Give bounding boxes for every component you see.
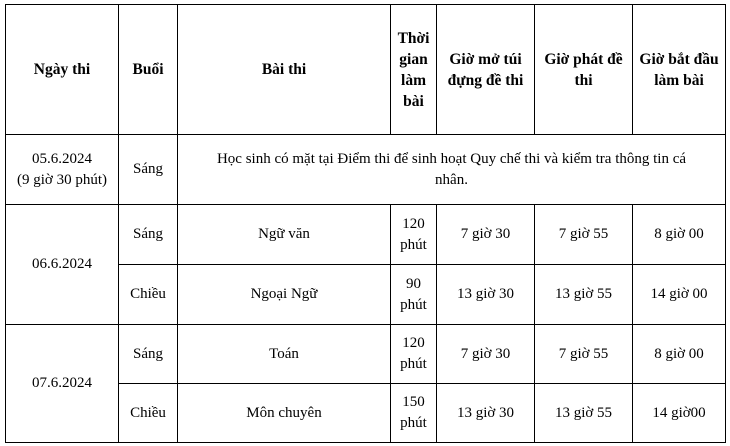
date-time-note: (9 giờ 30 phút) <box>16 171 107 188</box>
date-cell: 06.6.2024 <box>6 205 119 325</box>
start-time-cell: 14 giờ 00 <box>633 265 726 325</box>
subject-cell: Ngữ văn <box>178 205 391 265</box>
duration-cell: 90 phút <box>391 265 437 325</box>
distribute-time-cell: 13 giờ 55 <box>535 265 633 325</box>
date-value: 05.6.2024 <box>32 150 92 167</box>
session-cell: Chiều <box>119 265 178 325</box>
distribute-time-cell: 13 giờ 55 <box>535 384 633 443</box>
open-time-cell: 13 giờ 30 <box>437 265 535 325</box>
start-time-cell: 8 giờ 00 <box>633 205 726 265</box>
exam-schedule-table <box>5 4 726 443</box>
header-row <box>6 5 726 135</box>
distribute-time-cell: 7 giờ 55 <box>535 205 633 265</box>
distribute-time-cell: 7 giờ 55 <box>535 325 633 384</box>
header-duration: Thời gian làm bài <box>391 5 437 135</box>
open-time-cell: 7 giờ 30 <box>437 325 535 384</box>
header-open-time: Giờ mở túi đựng đề thi <box>437 5 535 135</box>
start-time-cell: 14 giờ00 <box>633 384 726 443</box>
session-cell: Sáng <box>119 135 178 205</box>
subject-cell: Ngoại Ngữ <box>178 265 391 325</box>
header-start-time: Giờ bắt đầu làm bài <box>633 5 726 135</box>
session-cell: Sáng <box>119 325 178 384</box>
table-row <box>6 135 726 205</box>
open-time-cell: 13 giờ 30 <box>437 384 535 443</box>
session-cell: Sáng <box>119 205 178 265</box>
start-time-cell: 8 giờ 00 <box>633 325 726 384</box>
header-distribute-time: Giờ phát đề thi <box>535 5 633 135</box>
session-cell: Chiều <box>119 384 178 443</box>
subject-cell: Môn chuyên <box>178 384 391 443</box>
duration-cell: 120 phút <box>391 325 437 384</box>
subject-cell: Toán <box>178 325 391 384</box>
orientation-note: Học sinh có mặt tại Điểm thi để sinh hoạt Quy chế thi và kiểm tra thông tin cá nhân. <box>178 135 726 205</box>
table-row <box>6 205 726 265</box>
date-cell: 07.6.2024 <box>6 325 119 443</box>
header-subject: Bài thi <box>178 5 391 135</box>
duration-cell: 150 phút <box>391 384 437 443</box>
header-date: Ngày thi <box>6 5 119 135</box>
duration-cell: 120 phút <box>391 205 437 265</box>
header-session: Buổi <box>119 5 178 135</box>
date-cell <box>6 135 119 205</box>
table-row <box>6 325 726 384</box>
open-time-cell: 7 giờ 30 <box>437 205 535 265</box>
